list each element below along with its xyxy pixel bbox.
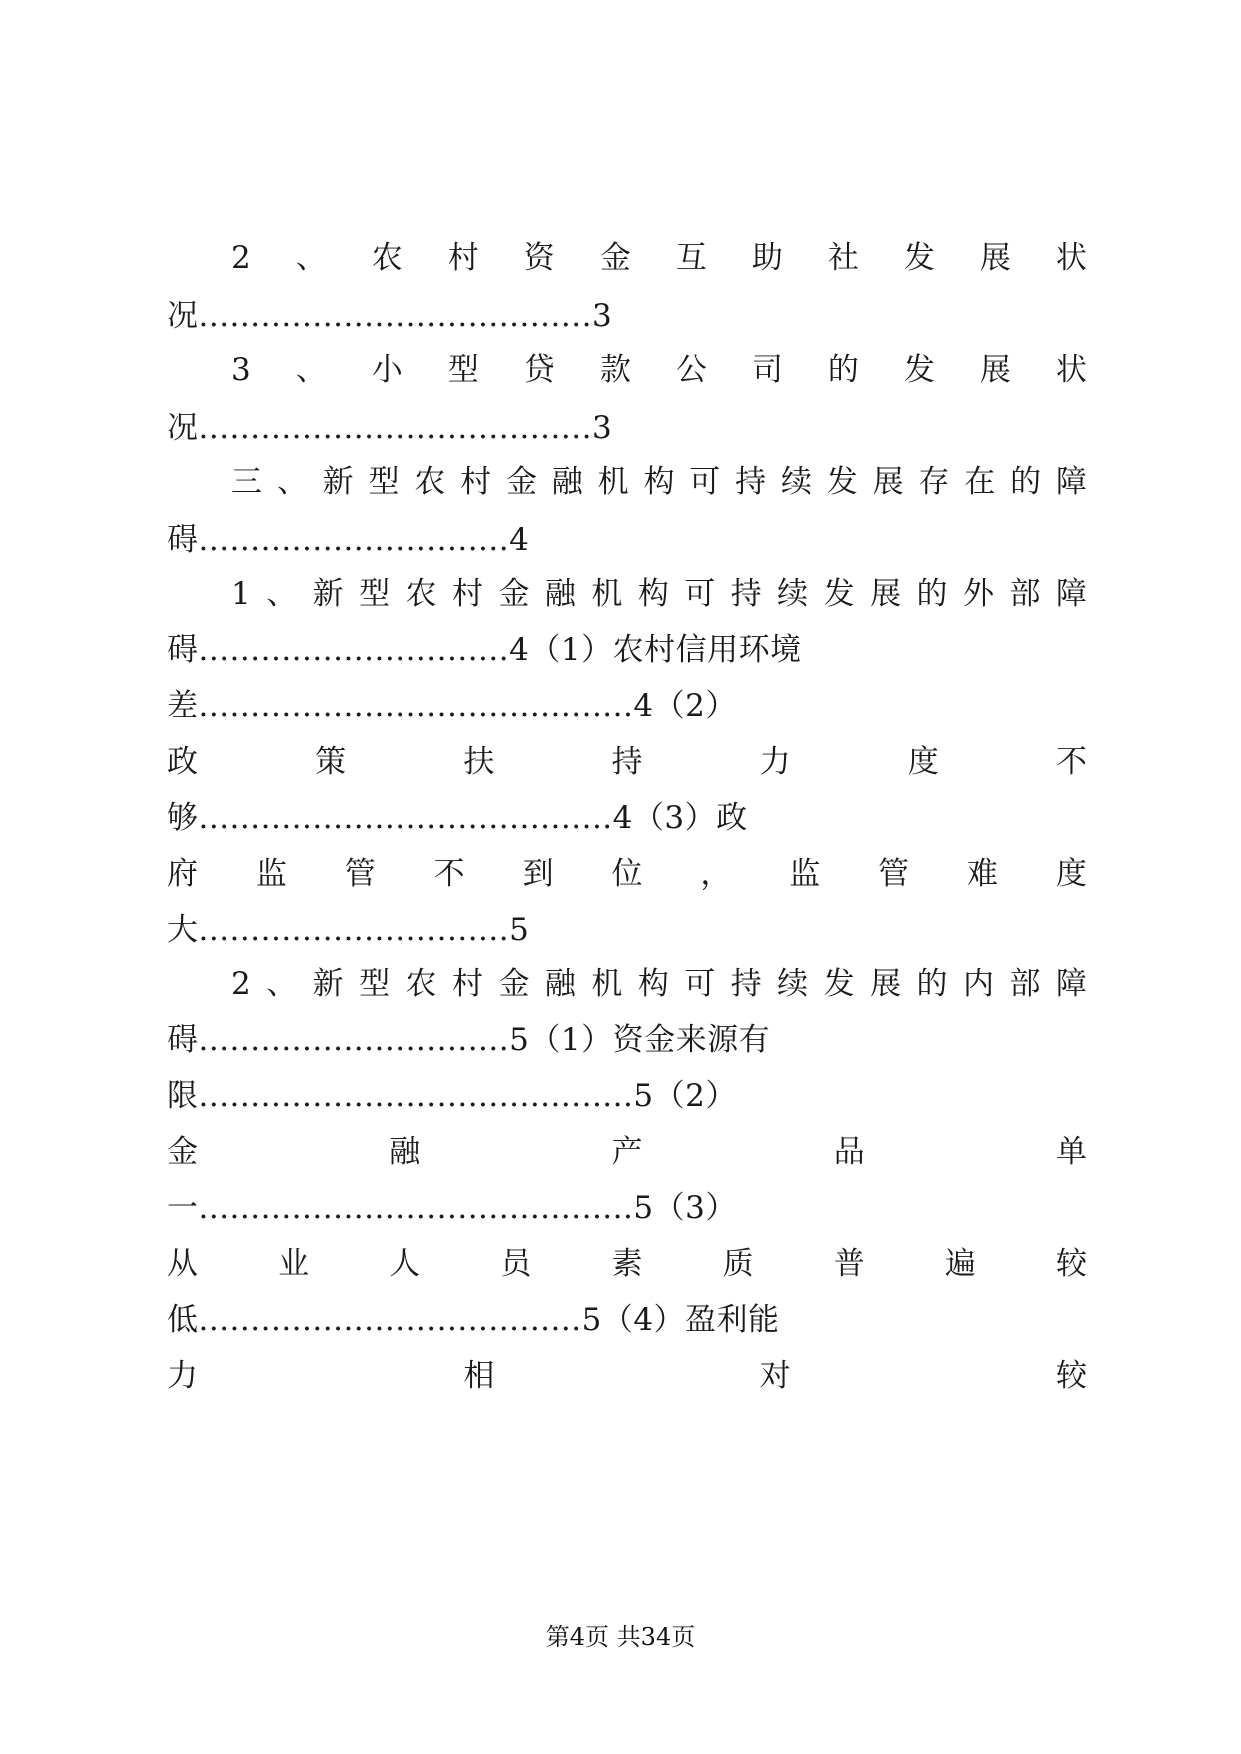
justified-char: 续	[777, 576, 809, 612]
justified-char: 融	[389, 1134, 421, 1170]
toc-entry-line: 况......................................3	[167, 298, 613, 334]
justified-char: 3	[231, 352, 251, 388]
justified-char: 金	[505, 464, 537, 500]
justified-char: 机	[591, 576, 623, 612]
justified-char: 贷	[523, 352, 555, 388]
toc-entry-line: 限..........................................5（2）	[167, 1078, 737, 1114]
justified-char: 发	[823, 966, 855, 1002]
justified-char: 型	[447, 352, 479, 388]
justified-char: 续	[777, 966, 809, 1002]
justified-char: 助	[751, 240, 783, 276]
justified-char: 融	[544, 966, 576, 1002]
justified-char: 展	[872, 464, 904, 500]
toc-entry-line	[167, 1356, 1087, 1396]
page-footer: 第4页 共34页	[545, 1623, 696, 1651]
toc-entry-line	[167, 1132, 1087, 1172]
justified-char: 持	[730, 576, 762, 612]
toc-entry-line: 碍..............................4（1）农村信用环境	[167, 632, 802, 668]
justified-char: ，	[700, 856, 732, 892]
justified-char: 普	[833, 1246, 865, 1282]
justified-char: 度	[1055, 856, 1087, 892]
justified-char: 资	[523, 240, 555, 276]
justified-char: 司	[751, 352, 783, 388]
justified-char: 构	[637, 576, 669, 612]
justified-char: 农	[405, 576, 437, 612]
justified-char: 状	[1055, 352, 1087, 388]
toc-entry-line: 低.....................................5（4）盈利能	[167, 1302, 780, 1338]
justified-char: 不	[433, 856, 465, 892]
justified-char: 的	[916, 576, 948, 612]
justified-char: 持	[611, 744, 643, 780]
toc-entry-line	[231, 964, 1087, 1004]
justified-char: 度	[907, 744, 939, 780]
justified-char: 到	[522, 856, 554, 892]
justified-char: 相	[463, 1358, 495, 1394]
justified-char: 村	[452, 576, 483, 612]
justified-char: 障	[1055, 966, 1087, 1002]
justified-char: 新	[322, 464, 354, 500]
justified-char: 金	[498, 576, 530, 612]
justified-char: 型	[368, 464, 400, 500]
justified-char: 构	[643, 464, 675, 500]
justified-char: 遍	[944, 1246, 976, 1282]
justified-char: 管	[878, 856, 910, 892]
justified-char: 部	[1009, 966, 1041, 1002]
justified-char: 农	[371, 240, 403, 276]
justified-char: 发	[826, 464, 858, 500]
justified-char: 、	[295, 240, 327, 276]
justified-char: 单	[1056, 1134, 1087, 1170]
toc-entry-line: 碍..............................4	[167, 522, 530, 558]
justified-char: 力	[759, 744, 791, 780]
justified-char: 品	[833, 1134, 865, 1170]
justified-char: 监	[789, 856, 821, 892]
justified-char: 新	[312, 576, 344, 612]
justified-char: 2	[231, 966, 251, 1002]
justified-char: 新	[312, 966, 344, 1002]
justified-char: 金	[498, 966, 530, 1002]
justified-char: 人	[389, 1246, 421, 1282]
justified-char: 小	[371, 352, 403, 388]
justified-char: 部	[1009, 576, 1041, 612]
toc-entry-line: 一..........................................5（3）	[167, 1190, 737, 1226]
toc-entry-line	[231, 574, 1087, 614]
justified-char: 融	[544, 576, 576, 612]
justified-char: 机	[597, 464, 629, 500]
justified-char: 可	[689, 464, 721, 500]
toc-entry-line	[231, 462, 1087, 502]
justified-char: 机	[591, 966, 623, 1002]
justified-char: 构	[637, 966, 669, 1002]
justified-char: 外	[962, 576, 994, 612]
toc-entry-line	[231, 238, 1087, 278]
justified-char: 可	[684, 576, 716, 612]
toc-entry-line: 碍..............................5（1）资金来源有	[167, 1022, 771, 1058]
toc-entry-line: 况......................................3	[167, 410, 613, 446]
justified-char: 障	[1055, 464, 1087, 500]
justified-char: 发	[903, 352, 935, 388]
justified-char: 策	[315, 744, 347, 780]
justified-char: 持	[730, 966, 762, 1002]
justified-char: 产	[611, 1134, 643, 1170]
justified-char: 状	[1055, 240, 1087, 276]
justified-char: 可	[684, 966, 716, 1002]
justified-char: 款	[599, 352, 631, 388]
justified-char: 监	[255, 856, 287, 892]
justified-char: 的	[827, 352, 859, 388]
toc-entry-line: 够........................................4（3）政	[167, 800, 748, 836]
justified-char: 管	[344, 856, 376, 892]
justified-char: 对	[759, 1358, 791, 1394]
justified-char: 素	[611, 1246, 643, 1282]
justified-char: 展	[870, 966, 902, 1002]
justified-char: 较	[1056, 1246, 1087, 1282]
justified-char: 型	[359, 966, 391, 1002]
justified-char: 力	[167, 1358, 198, 1394]
toc-entry-line	[167, 854, 1087, 894]
justified-char: 展	[979, 352, 1011, 388]
justified-char: 社	[827, 240, 859, 276]
justified-char: 位	[611, 856, 643, 892]
justified-char: 农	[405, 966, 437, 1002]
justified-char: 府	[167, 856, 198, 892]
justified-char: 业	[278, 1246, 310, 1282]
toc-entry-line	[167, 1244, 1087, 1284]
justified-char: 质	[722, 1246, 754, 1282]
justified-char: 三	[231, 464, 262, 500]
justified-char: 内	[962, 966, 994, 1002]
justified-char: 、	[276, 464, 308, 500]
toc-entry-line	[231, 350, 1087, 390]
justified-char: 展	[870, 576, 902, 612]
justified-char: 续	[780, 464, 812, 500]
justified-char: 公	[675, 352, 707, 388]
justified-char: 扶	[463, 744, 495, 780]
justified-char: 2	[231, 240, 251, 276]
justified-char: 发	[903, 240, 935, 276]
justified-char: 在	[964, 464, 996, 500]
justified-char: 金	[167, 1134, 198, 1170]
justified-char: 的	[1010, 464, 1042, 500]
justified-char: 村	[452, 966, 483, 1002]
justified-char: 融	[551, 464, 583, 500]
justified-char: 农	[414, 464, 446, 500]
justified-char: 、	[266, 966, 298, 1002]
justified-char: 村	[447, 240, 479, 276]
justified-char: 互	[675, 240, 707, 276]
justified-char: 、	[295, 352, 327, 388]
justified-char: 障	[1055, 576, 1087, 612]
toc-entry-line	[167, 742, 1087, 782]
justified-char: 型	[359, 576, 391, 612]
toc-entry-line: 大..............................5	[167, 912, 530, 948]
justified-char: 展	[979, 240, 1011, 276]
justified-char: 持	[735, 464, 767, 500]
justified-char: 村	[460, 464, 492, 500]
justified-char: 、	[266, 576, 298, 612]
justified-char: 的	[916, 966, 948, 1002]
justified-char: 政	[167, 744, 198, 780]
justified-char: 发	[823, 576, 855, 612]
justified-char: 难	[967, 856, 999, 892]
justified-char: 金	[599, 240, 631, 276]
toc-entry-line: 差..........................................4（2）	[167, 688, 737, 724]
justified-char: 从	[167, 1246, 198, 1282]
justified-char: 存	[918, 464, 950, 500]
justified-char: 1	[231, 576, 251, 612]
justified-char: 员	[500, 1246, 532, 1282]
justified-char: 不	[1055, 744, 1087, 780]
justified-char: 较	[1055, 1358, 1087, 1394]
